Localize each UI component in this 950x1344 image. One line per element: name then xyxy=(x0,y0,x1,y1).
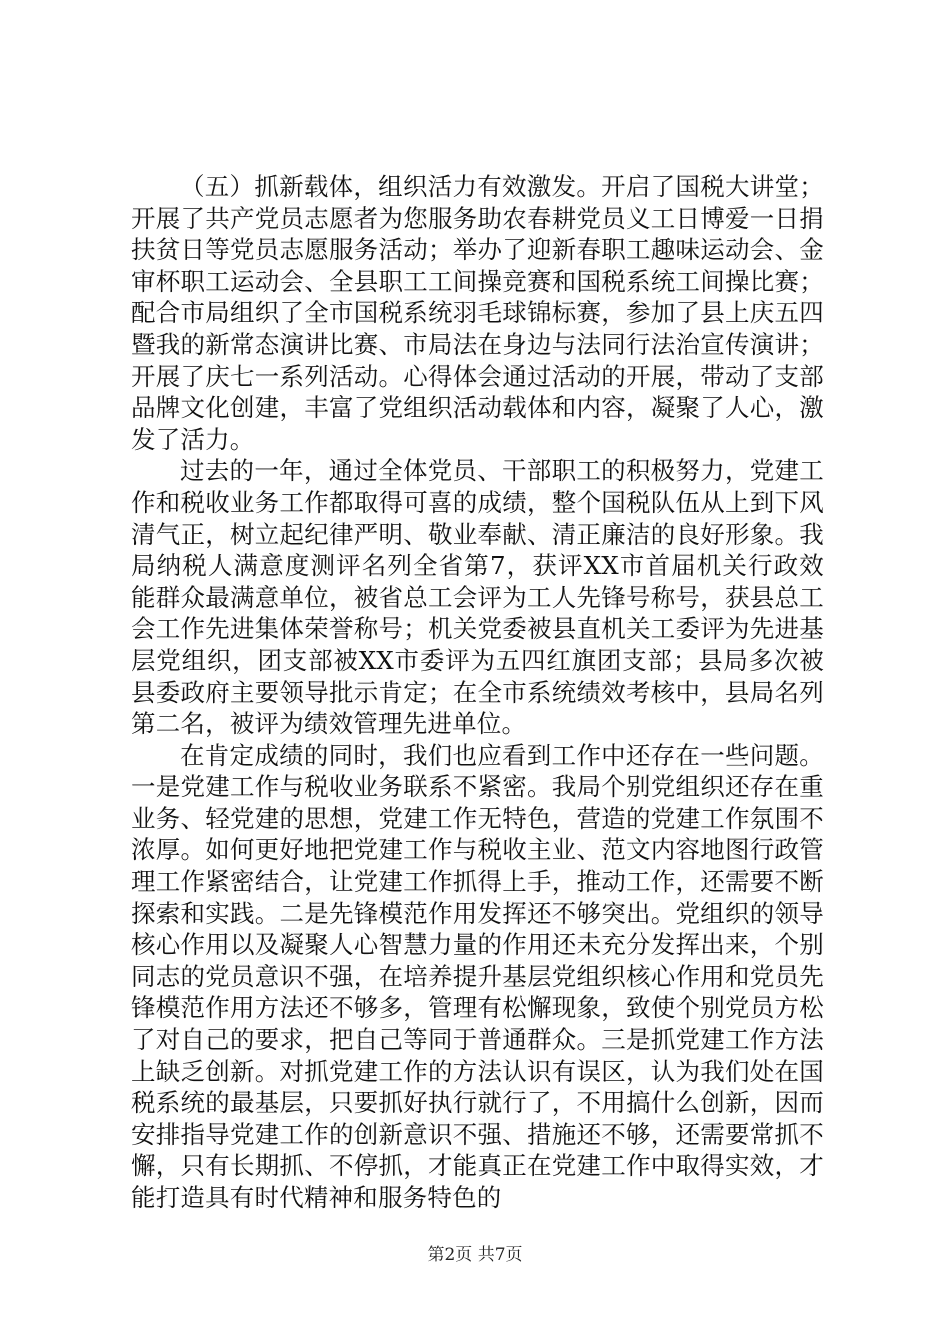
paragraph-problems: 在肯定成绩的同时，我们也应看到工作中还存在一些问题。一是党建工作与税收业务联系不紧密。我局个别党组织还存在重业务、轻党建的思想，党建工作无特色，营造的党建工作氛围不浓厚。如何更好地把党建工作与税收主业、范文内容地图行政管理工作紧密结合，让党建工作抓得上手，推动工作，还需要不断探索和实践。二是先锋模范作用发挥还不够突出。党组织的领导核心作用以及凝聚人心智慧力量的作用还未充分发挥出来，个别同志的党员意识不强，在培养提升基层党组织核心作用和党员先锋模范作用方法还不够多，管理有松懈现象，致使个别党员方松了对自己的要求，把自己等同于普通群众。三是抓党建工作方法上缺乏创新。对抓党建工作的方法认识有误区，认为我们处在国税系统的最基层，只要抓好执行就行了，不用搞什么创新，因而安排指导党建工作的创新意识不强、措施还不够，还需要常抓不懈，只有长期抓、不停抓，才能真正在党建工作中取得实效，才能打造具有时代精神和服务特色的 xyxy=(131,740,824,1212)
paragraph-achievements: 过去的一年，通过全体党员、干部职工的积极努力，党建工作和税收业务工作都取得可喜的成绩，整个国税队伍从上到下风清气正，树立起纪律严明、敬业奉献、清正廉洁的良好形象。我局纳税人满意度测评名列全省第7，获评XX市首届机关行政效能群众最满意单位，被省总工会评为工人先锋号称号，获县总工会工作先进集体荣誉称号；机关党委被县直机关工委评为先进基层党组织，团支部被XX市委评为五四红旗团支部；县局多次被县委政府主要领导批示肯定；在全市系统绩效考核中，县局名列第二名，被评为绩效管理先进单位。 xyxy=(131,456,824,739)
paragraph-activities: （五）抓新载体，组织活力有效激发。开启了国税大讲堂；开展了共产党员志愿者为您服务助农春耕党员义工日博爱一日捐扶贫日等党员志愿服务活动；举办了迎新春职工趣味运动会、金审杯职工运动会、全县职工工间操竞赛和国税系统工间操比赛；配合市局组织了全市国税系统羽毛球锦标赛，参加了县上庆五四暨我的新常态演讲比赛、市局法在身边与法同行法治宣传演讲；开展了庆七一系列活动。心得体会通过活动的开展，带动了支部品牌文化创建，丰富了党组织活动载体和内容，凝聚了人心，激发了活力。 xyxy=(131,172,824,454)
document-body xyxy=(131,171,824,1214)
page-number-footer: 第2页 共7页 xyxy=(427,1245,523,1265)
